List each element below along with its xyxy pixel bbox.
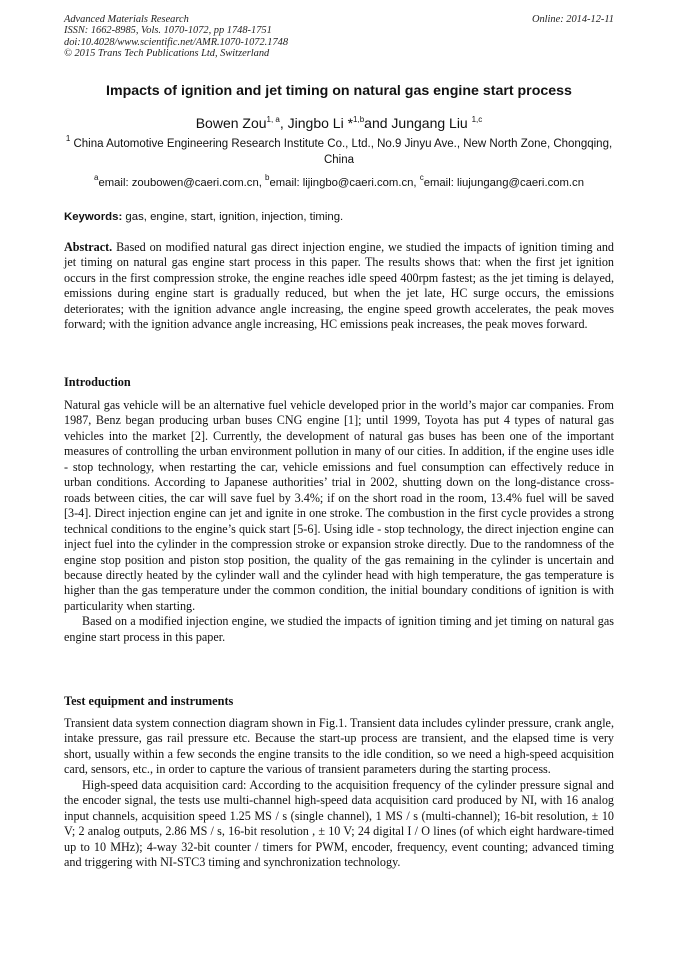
copyright-line: © 2015 Trans Tech Publications Ltd, Switzerland: [64, 47, 270, 59]
section-heading-introduction: Introduction: [64, 375, 131, 389]
doi-line[interactable]: doi:10.4028/www.scientific.net/AMR.1070-1072.1748: [64, 36, 289, 48]
introduction-body: [64, 398, 614, 645]
email-line: [40, 173, 638, 190]
keywords-text: gas, engine, start, ignition, injection, timing.: [122, 211, 344, 223]
affiliation: [64, 134, 614, 168]
test-equipment-body: [64, 716, 614, 871]
issn-line: ISSN: 1662-8985, Vols. 1070-1072, pp 1748-1751: [64, 25, 272, 37]
abstract: [64, 240, 614, 333]
paragraph: High-speed data acquisition card: According to the acquisition frequency of the cylinder pressure signal and the encoder signal, the tests use multi-channel high-speed data acquisition card produced by NI, with 16 analog input channels, acquisition speed 1.25 MS / s (single channel), 1 MS / s (multi-channel); 16-bit resolution, ± 10 V; 2 analog outputs, 2.86 MS / s, 16-bit resolution , ± 10 V; 24 digital I / O lines (of which eight hardware-timed up to 10 MHz); 4-way 32-bit counter / timers for PWM, encoder, frequency, event counting; advanced timing and triggering with NI-STC3 timing and synchronization technology.: [64, 777, 614, 870]
author-superscript: 1,b: [353, 115, 365, 124]
email-liu[interactable]: email: liujungang@caeri.com.cn: [423, 177, 584, 189]
keywords-label: Keywords:: [64, 211, 123, 223]
abstract-text: Based on modified natural gas direct injection engine, we studied the impacts of ignition timing and jet timing on natural gas engine start process in this paper. The results shows that: when the first jet ignition occurs in the first compression stroke, the engine reaches idle speed 400rpm fastest; as the jet timing is delayed, emissions during engine start is gradually reduced, but when the jet late, HC surge occurs, the emissions deteriorates; with the ignition advance angle increasing, the engine speed growth accelerates, the peak moves forward; with the ignition advance angle increasing, HC emissions peak increases, the peak moves forward.: [64, 240, 614, 332]
paragraph: Based on a modified injection engine, we studied the impacts of ignition timing and jet timing on natural gas engine start process in this paper.: [64, 614, 614, 644]
author-superscript: 1,c: [471, 115, 483, 124]
journal-header: [64, 14, 484, 59]
affiliation-superscript: 1: [65, 134, 71, 143]
author-name: Bowen Zou: [195, 115, 267, 131]
affiliation-text: China Automotive Engineering Research Institute Co., Ltd., No.9 Jinyu Ave., New North Zone, Chongqing, China: [73, 138, 613, 166]
author-name: , Jingbo Li *: [279, 115, 354, 131]
paragraph: Transient data system connection diagram shown in Fig.1. Transient data includes cylinder pressure, crank angle, intake pressure, gas rail pressure etc. Because the start-up process are transient, and the elapsed time is very short, usually within a few seconds the engine transits to the idle condition, so we need a high-speed acquisition card, sensors, etc., in order to capture the various of transient parameters during the starting process.: [64, 716, 614, 777]
paper-title: Impacts of ignition and jet timing on natural gas engine start process: [106, 83, 572, 99]
section-heading-test-equipment: Test equipment and instruments: [64, 694, 234, 708]
keywords: [64, 210, 614, 224]
paragraph: Natural gas vehicle will be an alternative fuel vehicle developed prior in the world’s major car companies. From 1987, Benz began producing urban buses CNG engine [1]; until 1999, Toyota has put 4 types of natural gas vehicles into the market [2]. Currently, the development of natural gas buses has been one of the important measures of controlling the urban environment pollution in many of our cities. In addition, if the engine uses idle - stop technology, when restarting the car, vehicle emissions and fuel consumption can effectively reduce in urban conditions. According to Japanese authorities’ trial in 2002, shutting down on the long-distance cross-roads between cities, the car will save fuel by 3.4%; if on the short road in the room, 13.4% fuel will be saved [3-4]. Direct injection engine can jet and ignite in one stroke. The combustion in the first cycle provides a strong technical conditions to the engine’s quick start [5-6]. Using idle - stop technology, the direct injection engine can inject fuel into the cylinder in the compression stroke or expansion stroke directly. Due to the randomness of the engine stop position and piston stop position, the quality of the gas remaining in the cylinder is uncertain and because directly heated by the cylinder wall and the cylinder head with high temperature, the gas temperature is higher than the gas temperature under the common condition, the initial boundary conditions of ignition is with particularity when starting.: [64, 398, 614, 613]
email-superscript: c: [419, 173, 424, 182]
online-date: Online: 2014-12-11: [531, 14, 614, 25]
author-superscript: 1, a: [266, 115, 280, 124]
journal-name: Advanced Materials Research: [64, 14, 189, 25]
author-list: [40, 114, 638, 132]
email-superscript: b: [265, 173, 270, 182]
email-li[interactable]: email: lijingbo@caeri.com.cn,: [269, 177, 420, 189]
email-zou[interactable]: email: zoubowen@caeri.com.cn,: [98, 177, 266, 189]
abstract-label: Abstract.: [64, 240, 113, 254]
author-name: and Jungang Liu: [364, 115, 472, 131]
email-superscript: a: [94, 173, 99, 182]
